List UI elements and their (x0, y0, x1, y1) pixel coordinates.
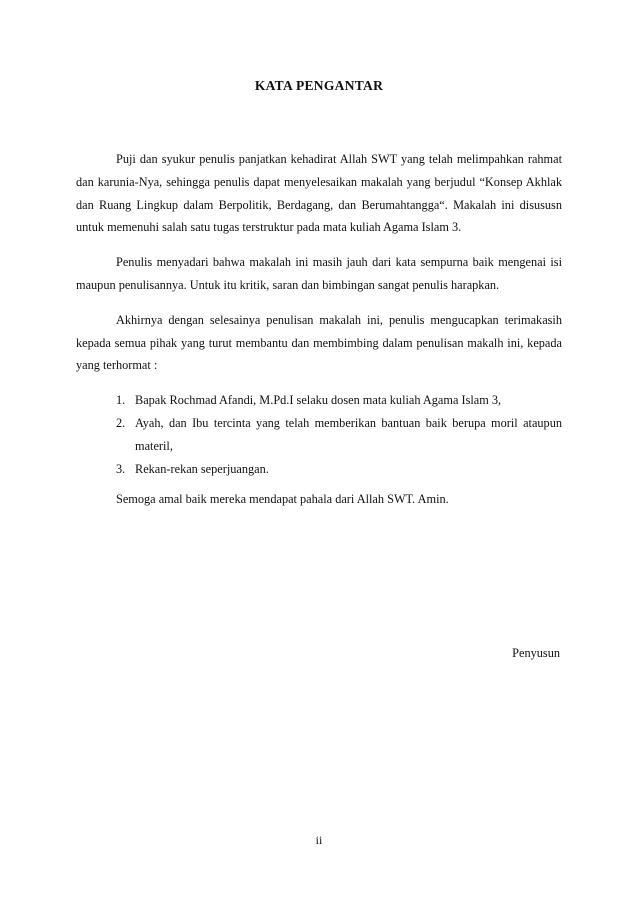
page-title: KATA PENGANTAR (254, 78, 384, 93)
list-item-text: Ayah, dan Ibu tercinta yang telah memberikan bantuan baik berupa moril ataupun materil, (135, 415, 562, 453)
document-body (76, 148, 562, 511)
list-item-text: Bapak Rochmad Afandi, M.Pd.I selaku dosen mata kuliah Agama Islam 3, (135, 393, 502, 408)
paragraph-intro: Puji dan syukur penulis panjatkan kehadirat Allah SWT yang telah melimpahkan rahmat dan karunia-Nya, sehingga penulis dapat menyelesaikan makalah yang berjudul “Konsep Akhlak dan Ruang Lingkup dalam Berpolitik, Berdagang, dan Berumahtangga“. Makalah ini disususn untuk memenuhi salah satu tugas terstruktur pada mata kuliah Agama Islam 3. (76, 152, 562, 235)
page-number: ii (315, 833, 323, 847)
list-item-number: 3. (116, 461, 126, 476)
list-item-text: Rekan-rekan seperjuangan. (135, 461, 269, 476)
list-item (116, 458, 562, 481)
thanks-list (76, 389, 562, 480)
list-item (116, 412, 562, 458)
closing-paragraph: Semoga amal baik mereka mendapat pahala dari Allah SWT. Amin. (116, 492, 449, 507)
paragraph-acknowledgement: Penulis menyadari bahwa makalah ini masih jauh dari kata sempurna baik mengenai isi maupun penulisannya. Untuk itu kritik, saran dan bimbingan sangat penulis harapkan. (76, 255, 562, 292)
paragraph-thanks: Akhirnya dengan selesainya penulisan makalah ini, penulis mengucapkan terimakasih kepada semua pihak yang turut membantu dan membimbing dalam penulisan makalh ini, kepada yang terhormat : (76, 312, 562, 373)
list-item (116, 389, 562, 412)
signature: Penyusun (512, 646, 560, 660)
list-item-number: 1. (116, 393, 126, 408)
list-item-number: 2. (116, 415, 126, 430)
